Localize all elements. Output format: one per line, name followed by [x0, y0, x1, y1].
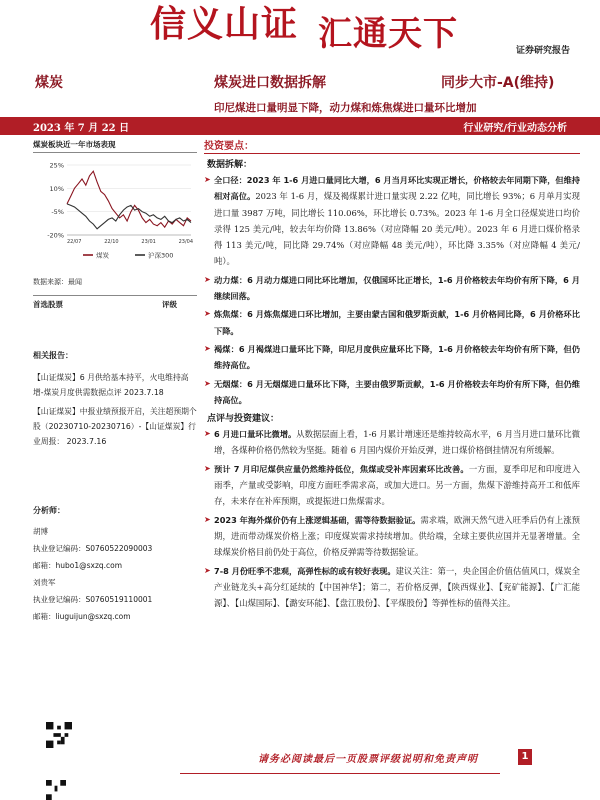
arrow-icon: ➤ — [204, 309, 211, 319]
data-item — [204, 306, 580, 339]
suggest-item-lead: 7-8 月份旺季不悲观，高弹性标的或有较好表现。 — [214, 565, 396, 576]
legend-label: 沪深300 — [148, 251, 174, 260]
related-report-item[interactable]: 【山证煤炭】中报业绩预报开启，关注超预期个股（20230710-20230716）-【山证煤炭】行业周报： 2023.7.16 — [33, 407, 197, 446]
arrow-icon: ➤ — [204, 175, 211, 184]
rating-header: 评级 — [162, 300, 177, 309]
title-row — [0, 72, 600, 96]
arrow-icon: ➤ — [204, 514, 211, 524]
market-chart — [33, 155, 197, 263]
data-breakdown-head: 数据拆解： — [207, 160, 253, 170]
report-title: 煤炭进口数据拆解 — [214, 75, 326, 91]
y-tick-label: 10% — [49, 184, 64, 193]
report-subtitle: 印尼煤进口量明显下降，动力煤和炼焦煤进口量环比增加 — [214, 102, 477, 114]
right-column — [204, 137, 580, 611]
data-item — [204, 172, 580, 270]
analyst-cert: 执业登记编码：S0760519110001 — [33, 595, 153, 604]
data-item-lead: 全口径：2023 年 1-6 月进口量同比大增，6 月当月环比实现正增长，价格较去年同期下降，但维持相对高位。 — [214, 175, 580, 202]
suggest-item-body: 需求端，欧洲天然气进入旺季后仍有上涨预期，进而带动煤炭价格上涨；印度煤炭需求持续增加。供给端，全球主要供应国并无显著增量。全球煤炭价格目前仍处于高位，价格反弹需等待数据验证。 — [214, 514, 581, 558]
data-item-body: 2023 年 1-6 月，煤及褐煤累计进口量实现 2.22 亿吨，同比增长 93%；6 月单月实现进口量 3987 万吨，同比增长 110.06%，环比增长 0.73%。2023 年 1-6 月全口径煤炭进口均价录得 125 美元/吨，较去年均价降 13.86%（对应降幅 20 美元/吨）。2023 年 6 月进口煤价格录得 113 美元/吨，同比降 29.74%（对应降幅 48 美元/吨），环比降 3.35%（对应降幅 4 美元/吨）。 — [214, 191, 580, 267]
suggest-item — [204, 426, 580, 459]
slogan-part2: 汇通天下 — [318, 14, 458, 54]
qr-code-icon — [46, 722, 72, 748]
arrow-icon: ➤ — [204, 565, 211, 575]
analyst-name: 刘贵军 — [33, 578, 56, 587]
analyst-label: 分析师： — [33, 506, 65, 515]
stock-header: 首选股票 — [33, 300, 63, 309]
arrow-icon: ➤ — [204, 274, 211, 284]
chart-source: 数据来源：最闻 — [33, 278, 82, 286]
related-report-item[interactable]: 【山证煤炭】6 月供给基本持平，火电维持高增-煤炭月度供需数据点评 2023.7.18 — [33, 373, 189, 397]
investment-points-title: 投资要点： — [204, 137, 580, 154]
x-tick-label: 22/07 — [67, 239, 82, 245]
industry-name: 煤炭 — [35, 75, 63, 91]
data-item-lead: 褐煤：6 月褐煤进口量环比下降，印尼月度供应量环比下降，1-6 月价格较去年均价有所下降，但仍维持高位。 — [214, 343, 580, 371]
market-chart-svg — [33, 155, 197, 263]
suggest-item-lead: 2023 年海外煤价仍有上涨逻辑基础，需等待数据验证。 — [214, 514, 421, 525]
suggest-item — [204, 512, 580, 561]
suggestion-head: 点评与投资建议： — [207, 414, 280, 425]
analyst-cert: 执业登记编码：S0760522090003 — [33, 544, 153, 553]
x-tick-label: 23/04 — [178, 239, 194, 245]
related-reports — [33, 370, 197, 453]
date-band — [0, 117, 600, 135]
arrow-icon: ➤ — [204, 378, 211, 388]
report-type: 行业研究/行业动态分析 — [463, 123, 567, 134]
suggest-item — [204, 563, 580, 612]
x-tick-label: 23/01 — [141, 239, 156, 245]
y-tick-label: -5% — [51, 208, 64, 217]
brand-tag: 证券研究报告 — [516, 46, 571, 56]
arrow-icon: ➤ — [204, 343, 211, 353]
y-tick-label: -20% — [47, 231, 64, 240]
suggest-item-lead: 6 月进口量环比微增。 — [214, 429, 297, 440]
x-tick-label: 22/10 — [104, 239, 119, 245]
legend-label: 煤炭 — [96, 251, 109, 260]
data-item-lead: 炼焦煤：6 月炼焦煤进口环比增加，主要由蒙古国和俄罗斯贡献，1-6 月价格同比降，6 月价格环比下降。 — [214, 309, 580, 336]
stock-table-header — [33, 295, 197, 310]
analyst-name: 胡博 — [33, 527, 48, 536]
industry-rating: 同步大市-A(维持) — [441, 75, 555, 91]
arrow-icon: ➤ — [204, 429, 211, 439]
series-line-coal — [67, 171, 191, 227]
qr-code-icon — [46, 780, 66, 800]
chart-title: 煤炭板块近一年市场表现 — [33, 139, 197, 153]
related-label: 相关报告： — [33, 351, 73, 360]
data-item-lead: 动力煤：6 月动力煤进口同比环比增加，仅俄国环比正增长，1-6 月价格较去年均价有所下降，6 月继续回落。 — [214, 274, 580, 302]
data-item-lead: 无烟煤：6 月无烟煤进口量环比下降，主要由俄罗斯贡献，1-6 月价格较去年均价有所下降，但仍维持高位。 — [214, 378, 580, 405]
slogan-part1: 信义山证 — [150, 4, 299, 45]
data-item — [204, 341, 580, 374]
suggest-item-body: 一方面，夏季印尼和印度进入雨季，产量或受影响，印度方面旺季需求高，或加大进口。另一方面，焦煤下游维持高开工和低库存，未来存在补库预期，或提振进口焦煤需求。 — [214, 463, 580, 507]
analyst-email[interactable]: 邮箱：hubo1@sxzq.com — [33, 561, 123, 570]
suggest-item-lead: 预计 7 月印尼煤供应量仍然维持低位，焦煤或受补库因素环比改善。 — [214, 463, 469, 474]
y-tick-label: 25% — [49, 161, 64, 170]
page-number: 1 — [518, 749, 532, 765]
disclaimer[interactable]: 请务必阅读最后一页股票评级说明和免责声明 — [258, 754, 478, 765]
report-date: 2023 年 7 月 22 日 — [33, 123, 130, 134]
footer-rule — [180, 773, 500, 774]
analysts — [33, 523, 197, 625]
suggest-item-body: 建议关注：第一，央企国企价值估值风口，煤炭全产业链龙头+高分红延续的【中国神华】；第二，若价格反弹，【陕西煤业】、【兖矿能源】、【广汇能源】、【山煤国际】、【潞安环能】、【盘江股份】、【平煤股份】等弹性标的值得关注。 — [214, 565, 580, 609]
suggest-item-body: 从数据层面上看，1-6 月累计增速还是维持较高水平，6 月当月进口量环比微增，各煤种价格仍然较为坚挺。随着 6 月国内煤价开始反弹，进口煤价格倒挂情况有所缓解。 — [214, 429, 581, 456]
arrow-icon: ➤ — [204, 463, 211, 473]
data-item — [204, 376, 580, 409]
suggest-item — [204, 461, 580, 510]
left-column — [33, 136, 197, 310]
analyst-email[interactable]: 邮箱：liuguijun@sxzq.com — [33, 612, 131, 621]
data-item — [204, 272, 580, 305]
